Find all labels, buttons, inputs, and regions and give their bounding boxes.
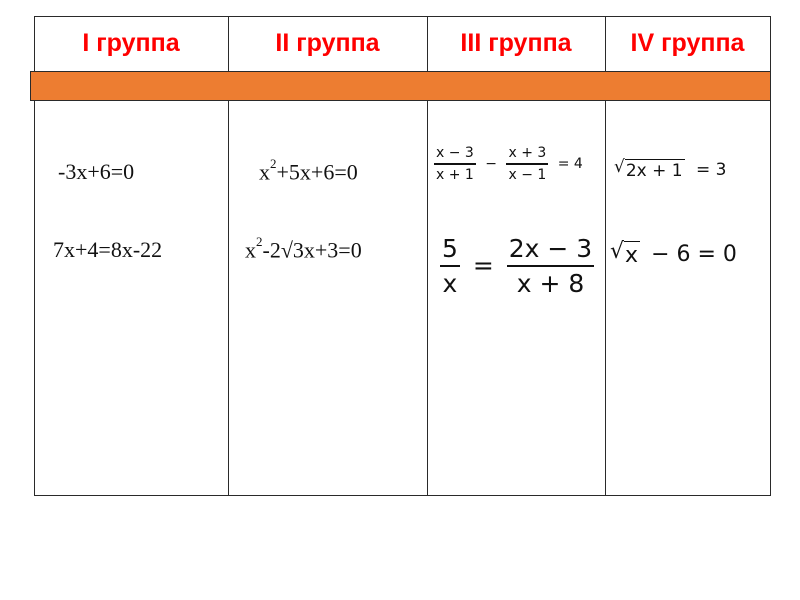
header-group-3: III группа	[460, 29, 572, 57]
group2-equation-2	[245, 234, 362, 263]
fraction-bar	[506, 163, 548, 165]
group1-equation-2: 7x+4=8x-22	[53, 237, 163, 262]
orange-divider-band	[30, 71, 771, 101]
fraction-numerator: 2x − 3	[508, 234, 593, 263]
equals-sign: =	[472, 251, 494, 281]
group2-eq2-base: x	[245, 237, 256, 263]
group2-eq2-exponent: 2	[256, 234, 263, 249]
group3-eq1-fraction-2	[506, 145, 548, 183]
radicand: x	[625, 243, 639, 268]
group3-eq2-fraction-2	[507, 234, 594, 298]
fraction-numerator: x − 3	[436, 145, 474, 161]
group4-eq1-square-root	[614, 159, 685, 181]
group2-eq1-exponent: 2	[270, 156, 277, 171]
fraction-bar	[507, 265, 594, 267]
group2-eq1-rest: +5x+6=0	[276, 159, 358, 185]
minus-sign: −	[485, 155, 498, 172]
fraction-numerator: 5	[442, 234, 458, 263]
radicand: 2x + 1	[625, 161, 683, 181]
fraction-denominator: x	[442, 268, 458, 298]
header-group-4: IV группа	[630, 29, 745, 57]
fraction-denominator: x − 1	[508, 166, 547, 183]
fraction-denominator: x + 1	[436, 166, 474, 183]
group2-eq2-rest: -2√3x+3=0	[262, 237, 362, 263]
group3-eq1-rhs: = 4	[557, 155, 583, 172]
fraction-bar	[440, 265, 460, 267]
group4-eq2-square-root	[610, 241, 640, 268]
group3-eq1-fraction-1	[434, 145, 476, 183]
header-group-2: II группа	[275, 29, 380, 57]
fraction-bar	[434, 163, 476, 165]
group1-equation-1: -3x+6=0	[58, 159, 135, 184]
group4-eq2-rhs: − 6 = 0	[651, 241, 737, 267]
group3-eq2-fraction-1	[440, 234, 460, 298]
group4-eq1-rhs: = 3	[696, 160, 727, 180]
table-bottom-border	[34, 495, 771, 496]
group2-equation-1	[259, 156, 358, 185]
radical-sign-icon: √	[614, 157, 625, 177]
group4-equation-1	[614, 159, 726, 181]
group4-equation-2	[610, 241, 737, 268]
header-group-1: I группа	[82, 29, 180, 57]
group3-equation-1	[434, 145, 588, 183]
fraction-numerator: x + 3	[508, 145, 547, 161]
group3-equation-2	[440, 234, 594, 298]
radical-sign-icon: √	[610, 239, 625, 264]
fraction-denominator: x + 8	[516, 268, 585, 298]
group2-eq1-base: x	[259, 159, 270, 185]
